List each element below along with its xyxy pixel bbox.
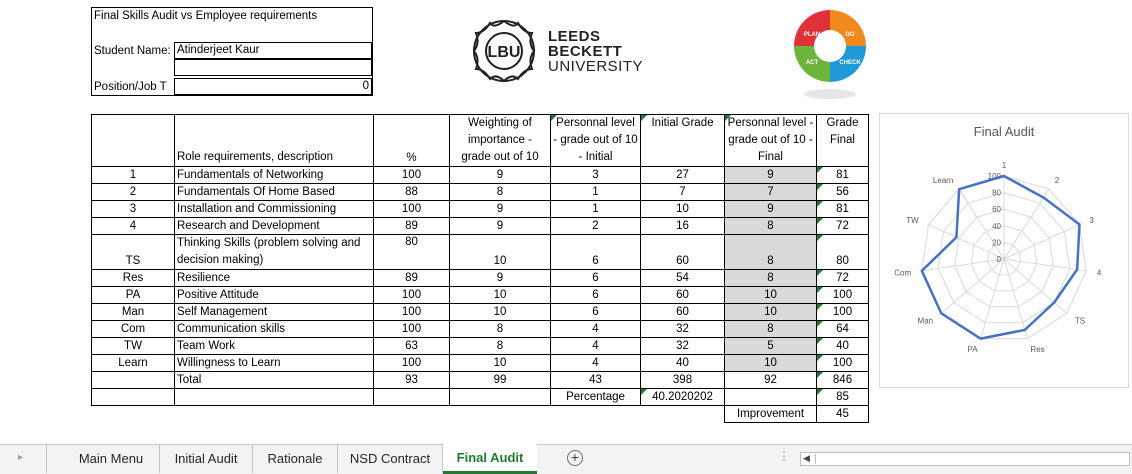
row-grade-final-cell[interactable]: 64 <box>817 321 869 338</box>
row-initial-grade-cell[interactable]: 32 <box>641 321 725 338</box>
row-initial-level-cell[interactable]: 6 <box>551 270 641 287</box>
table-row <box>92 184 869 201</box>
radar-tick-label: 0 <box>996 255 1001 264</box>
empty-cell[interactable] <box>374 389 450 406</box>
total-initial-level-cell[interactable]: 43 <box>551 372 641 389</box>
row-initial-grade-cell[interactable]: 16 <box>641 218 725 235</box>
initial-level-header-cell[interactable]: Personnal level - grade out of 10 - Initial <box>551 115 641 167</box>
row-initial-level-cell[interactable]: 6 <box>551 304 641 321</box>
radar-category-label: PA <box>967 344 978 354</box>
logo-line-2: BECKETT <box>548 43 623 60</box>
total-initial-grade-cell[interactable]: 398 <box>641 372 725 389</box>
row-grade-final-cell[interactable]: 81 <box>817 201 869 218</box>
row-description-cell[interactable]: Fundamentals of Networking <box>175 167 374 184</box>
row-initial-level-cell[interactable]: 6 <box>551 235 641 270</box>
row-final-level-cell[interactable]: 10 <box>725 304 817 321</box>
student-name-label: Student Name: <box>94 45 171 57</box>
row-pct-cell[interactable]: 100 <box>374 167 450 184</box>
row-final-level-cell[interactable]: 9 <box>725 201 817 218</box>
row-id-cell[interactable]: Com <box>92 321 175 338</box>
row-id-cell[interactable]: PA <box>92 287 175 304</box>
more-options-icon[interactable]: ⋮ <box>778 449 790 463</box>
row-description-cell[interactable]: Positive Attitude <box>175 287 374 304</box>
tab-divider <box>44 445 47 473</box>
row-id-cell[interactable]: 1 <box>92 167 175 184</box>
table-row <box>92 201 869 218</box>
row-description-cell[interactable]: Installation and Commissioning <box>175 201 374 218</box>
row-description-cell[interactable]: Willingness to Learn <box>175 355 374 372</box>
improvement-label-cell[interactable]: Improvement <box>725 406 817 423</box>
rose-emblem-icon <box>468 15 542 87</box>
radar-tick-label: 40 <box>992 221 1001 231</box>
row-grade-final-cell[interactable]: 81 <box>817 167 869 184</box>
total-weight-cell[interactable]: 99 <box>450 372 551 389</box>
row-description-cell[interactable]: Team Work <box>175 338 374 355</box>
row-id-cell[interactable]: 4 <box>92 218 175 235</box>
row-final-level-cell[interactable]: 8 <box>725 218 817 235</box>
row-final-level-cell[interactable]: 7 <box>725 184 817 201</box>
total-label-cell[interactable]: Total <box>175 372 374 389</box>
table-row <box>92 218 869 235</box>
row-weight-cell[interactable]: 9 <box>450 270 551 287</box>
row-grade-final-cell[interactable]: 100 <box>817 355 869 372</box>
radar-tick-label: 20 <box>992 238 1001 248</box>
row-description-cell[interactable]: Self Management <box>175 304 374 321</box>
tab-main-menu[interactable]: Main Menu <box>63 445 160 473</box>
empty-cell <box>374 406 450 423</box>
row-weight-cell[interactable]: 8 <box>450 184 551 201</box>
row-initial-level-cell[interactable]: 3 <box>551 167 641 184</box>
row-final-level-cell[interactable]: 9 <box>725 167 817 184</box>
position-cell[interactable]: 0 <box>174 78 372 95</box>
row-grade-final-cell[interactable]: 72 <box>817 270 869 287</box>
empty-cell <box>551 406 641 423</box>
empty-cell <box>450 406 551 423</box>
empty-cell <box>725 389 817 406</box>
table-total-row <box>92 372 869 389</box>
svg-text:LBU: LBU <box>487 44 521 61</box>
row-pct-cell[interactable]: 100 <box>374 287 450 304</box>
horizontal-scrollbar[interactable] <box>800 452 1130 466</box>
row-grade-final-cell[interactable]: 72 <box>817 218 869 235</box>
row-initial-grade-cell[interactable]: 60 <box>641 304 725 321</box>
chart-title: Final Audit <box>973 124 1035 139</box>
row-id-cell[interactable]: 2 <box>92 184 175 201</box>
logo-line-3: UNIVERSITY <box>548 58 644 75</box>
table-row <box>92 167 869 184</box>
final-level-header-cell[interactable]: Personnal level - grade out of 10 - Final <box>725 115 817 167</box>
row-initial-level-cell[interactable]: 4 <box>551 338 641 355</box>
radar-category-label: Learn <box>932 176 954 186</box>
radar-category-label: 4 <box>1096 268 1102 278</box>
pdca-check-label: CHECK <box>839 60 861 66</box>
empty-cell[interactable] <box>450 389 551 406</box>
row-pct-cell[interactable]: 89 <box>374 218 450 235</box>
pdca-plan-label: PLAN <box>803 32 821 38</box>
id-header-cell[interactable] <box>92 115 175 167</box>
row-initial-grade-cell[interactable]: 60 <box>641 235 725 270</box>
row-final-level-cell[interactable]: 8 <box>725 321 817 338</box>
row-weight-cell[interactable]: 10 <box>450 235 551 270</box>
row-initial-level-cell[interactable]: 6 <box>551 287 641 304</box>
row-pct-cell[interactable]: 100 <box>374 321 450 338</box>
final-audit-chart[interactable] <box>879 113 1129 388</box>
row-id-cell[interactable]: 3 <box>92 201 175 218</box>
radar-tick-label: 60 <box>992 205 1001 215</box>
row-weight-cell[interactable]: 8 <box>450 338 551 355</box>
empty-cell[interactable] <box>175 389 374 406</box>
skills-audit-table <box>91 114 869 423</box>
row-initial-grade-cell[interactable]: 32 <box>641 338 725 355</box>
row-final-level-cell[interactable]: 10 <box>725 287 817 304</box>
row-initial-grade-cell[interactable]: 27 <box>641 167 725 184</box>
row-id-cell[interactable]: Learn <box>92 355 175 372</box>
radar-category-label: TW <box>906 216 919 226</box>
row-description-cell[interactable]: Communication skills <box>175 321 374 338</box>
total-final-level-cell[interactable]: 92 <box>725 372 817 389</box>
table-percentage-row <box>92 389 869 406</box>
row-pct-cell[interactable]: 80 <box>374 235 450 270</box>
empty-cell <box>641 406 725 423</box>
total-pct-cell[interactable]: 93 <box>374 372 450 389</box>
initial-grade-header-cell[interactable]: Initial Grade <box>641 115 725 167</box>
row-id-cell[interactable]: TS <box>92 235 175 270</box>
radar-tick-label: 80 <box>992 188 1001 198</box>
table-row <box>92 338 869 355</box>
pct-header-cell[interactable]: % <box>374 115 450 167</box>
radar-category-label: Res <box>1030 344 1045 354</box>
table-row <box>92 355 869 372</box>
university-logo <box>468 15 644 87</box>
row-grade-final-cell[interactable]: 100 <box>817 287 869 304</box>
radar-category-label: 1 <box>1001 161 1007 171</box>
row-id-cell[interactable]: Man <box>92 304 175 321</box>
row-description-cell[interactable]: Fundamentals Of Home Based <box>175 184 374 201</box>
tab-initial-audit[interactable]: Initial Audit <box>160 445 253 473</box>
blank-cell[interactable] <box>174 59 372 76</box>
row-weight-cell[interactable]: 10 <box>450 355 551 372</box>
improvement-value-cell[interactable]: 45 <box>817 406 869 423</box>
row-initial-grade-cell[interactable]: 7 <box>641 184 725 201</box>
row-grade-final-cell[interactable]: 80 <box>817 235 869 270</box>
row-weight-cell[interactable]: 9 <box>450 167 551 184</box>
tab-final-audit[interactable]: Final Audit <box>443 444 537 474</box>
audit-title: Final Skills Audit vs Employee requirements <box>94 10 318 22</box>
percentage-value-cell[interactable]: 40.2020202 <box>641 389 725 406</box>
plus-circle-icon[interactable]: + <box>567 450 583 466</box>
logo-line-1: LEEDS <box>548 28 601 45</box>
row-initial-level-cell[interactable]: 1 <box>551 184 641 201</box>
grade-final-header-cell[interactable]: Grade Final <box>817 115 869 167</box>
empty-cell <box>175 406 374 423</box>
row-pct-cell[interactable]: 88 <box>374 184 450 201</box>
row-final-level-cell[interactable]: 8 <box>725 270 817 287</box>
table-improvement-row <box>92 406 869 423</box>
row-grade-final-cell[interactable]: 56 <box>817 184 869 201</box>
radar-category-label: Man <box>917 316 934 326</box>
radar-category-label: 3 <box>1089 216 1094 226</box>
row-initial-grade-cell[interactable]: 54 <box>641 270 725 287</box>
total-id-cell[interactable] <box>92 372 175 389</box>
row-weight-cell[interactable]: 8 <box>450 321 551 338</box>
table-row <box>92 287 869 304</box>
radar-category-label: 2 <box>1054 176 1060 186</box>
row-initial-level-cell[interactable]: 4 <box>551 355 641 372</box>
row-grade-final-cell[interactable]: 40 <box>817 338 869 355</box>
table-row <box>92 235 869 270</box>
position-label: Position/Job T <box>94 81 167 93</box>
scroll-left-arrow-icon[interactable]: ▸ <box>18 452 24 463</box>
percentage-label-cell[interactable]: Percentage <box>551 389 641 406</box>
row-initial-grade-cell[interactable]: 40 <box>641 355 725 372</box>
row-final-level-cell[interactable]: 5 <box>725 338 817 355</box>
row-initial-level-cell[interactable]: 4 <box>551 321 641 338</box>
scroll-left-icon[interactable]: ◀ <box>803 453 810 463</box>
row-pct-cell[interactable]: 89 <box>374 270 450 287</box>
pdca-cycle-graphic <box>790 6 870 101</box>
tab-rationale[interactable]: Rationale <box>253 445 338 473</box>
row-pct-cell[interactable]: 100 <box>374 201 450 218</box>
row-pct-cell[interactable]: 100 <box>374 304 450 321</box>
row-initial-level-cell[interactable]: 1 <box>551 201 641 218</box>
row-description-cell[interactable]: Resilience <box>175 270 374 287</box>
weight-header-cell[interactable]: Weighting of importance - grade out of 10 <box>450 115 551 167</box>
row-description-cell[interactable]: Research and Development <box>175 218 374 235</box>
final-percentage-cell[interactable]: 85 <box>817 389 869 406</box>
radar-category-label: TS <box>1074 316 1086 326</box>
student-name-cell[interactable]: Atinderjeet Kaur <box>174 42 372 59</box>
empty-cell[interactable] <box>92 389 175 406</box>
row-weight-cell[interactable]: 9 <box>450 201 551 218</box>
table-row <box>92 304 869 321</box>
radar-tick-label: 100 <box>987 172 1001 181</box>
empty-cell <box>92 406 175 423</box>
pdca-act-label: ACT <box>805 60 819 66</box>
radar-chart-svg <box>880 114 1128 387</box>
row-pct-cell[interactable]: 63 <box>374 338 450 355</box>
role-header-cell[interactable]: Role requirements, description <box>175 115 374 167</box>
row-description-cell[interactable]: Thinking Skills (problem solving and decision making) <box>175 235 374 270</box>
row-initial-grade-cell[interactable]: 60 <box>641 287 725 304</box>
row-id-cell[interactable]: Res <box>92 270 175 287</box>
row-initial-grade-cell[interactable]: 10 <box>641 201 725 218</box>
row-weight-cell[interactable]: 10 <box>450 287 551 304</box>
row-final-level-cell[interactable]: 8 <box>725 235 817 270</box>
table-row <box>92 321 869 338</box>
row-initial-level-cell[interactable]: 2 <box>551 218 641 235</box>
radar-category-label: Com <box>894 268 912 278</box>
pdca-do-label: DO <box>845 32 855 38</box>
tab-nsd-contract[interactable]: NSD Contract <box>338 445 443 473</box>
row-id-cell[interactable]: TW <box>92 338 175 355</box>
student-info-box <box>91 7 373 96</box>
row-final-level-cell[interactable]: 10 <box>725 355 817 372</box>
row-weight-cell[interactable]: 9 <box>450 218 551 235</box>
row-grade-final-cell[interactable]: 100 <box>817 304 869 321</box>
row-weight-cell[interactable]: 10 <box>450 304 551 321</box>
row-pct-cell[interactable]: 100 <box>374 355 450 372</box>
table-header-row <box>92 115 869 167</box>
total-grade-final-cell[interactable]: 846 <box>817 372 869 389</box>
table-row <box>92 270 869 287</box>
